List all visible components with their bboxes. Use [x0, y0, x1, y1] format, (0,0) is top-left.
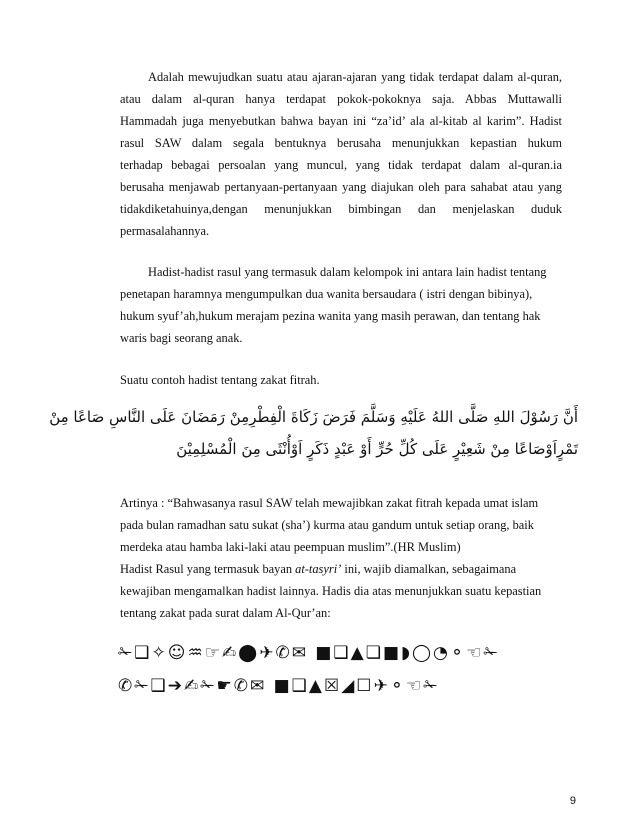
paragraph-line: terhadap bebagai persoalan yang muncul, yang tidak terdapat dalam al-quran.ia	[120, 158, 562, 172]
paragraph-line: Suatu contoh hadist tentang zakat fitrah.	[120, 373, 320, 387]
arabic-hadith-line-2: تَمْرٍاَوْصَاعًا مِنْ شَعِيْرٍ عَلَى كُلِّ حُرٍّ أَوْ عَبْدٍ ذَكَرٍ اَوْأُنْثَى مِنَ الْمُسْلِمِيْنَ	[176, 440, 578, 458]
paragraph-line: berusaha menjawab pertanyaan-pertanyaan yang diajukan oleh para sahabat atau yang	[120, 180, 562, 194]
paragraph-line: Adalah mewujudkan suatu atau ajaran-ajaran yang tidak terdapat dalam al-quran,	[148, 70, 562, 84]
paragraph-line: penetapan haramnya mengumpulkan dua wanita bersaudara ( istri dengan bibinya),	[120, 287, 533, 301]
arabic-hadith-line-1: أَنَّ رَسُوْلَ اللهِ صَلَّى اللهُ عَلَيْهِ وَسَلَّمَ فَرَضَ زَكَاةَ الْفِطْرِمِنْ رَمَضَانَ عَلَى النَّاسِ صَاعًا مِنْ	[49, 408, 578, 426]
paragraph-line: kewajiban mengamalkan hadist lainnya. Hadis dia atas menunjukkan suatu kepastian	[120, 584, 542, 598]
translation-line: merdeka atau hamba laki-laki atau peempuan muslim”.(HR Muslim)	[120, 540, 461, 554]
paragraph-line: hukum syuf’ah,hukum merajam pezina wanita yang masih perawan, dan tentang hak	[120, 309, 541, 323]
paragraph-line: Hadist Rasul yang termasuk bayan at-tasyri’ ini, wajib diamalkan, sebagaimana	[120, 562, 517, 576]
paragraph-examples	[120, 261, 562, 349]
paragraph-line: rasul SAW dalam segala bentuknya berusaha menunjukkan kepastian hukum	[120, 136, 562, 150]
intro-zakat-line	[120, 369, 562, 391]
translation-paragraph	[120, 492, 562, 624]
paragraph-line: Hammadah juga menyebutkan bahwa bayan ini “za’id’ ala al-kitab al karim”. Hadist	[120, 114, 562, 128]
italic-term: at-tasyri’	[295, 562, 342, 576]
paragraph-line: permasalahannya.	[120, 224, 210, 238]
paragraph-line: waris bagi seorang anak.	[120, 331, 243, 345]
page-number: 9	[569, 795, 576, 807]
paragraph-line: tidakdiketahuinya,dengan menunjukkan bimbingan dan menjelaskan duduk	[120, 202, 562, 216]
paragraph-line: atau dalam al-quran hanya terdapat pokok-pokoknya saja. Abbas Muttawalli	[120, 92, 562, 106]
paragraph-line: Hadist-hadist rasul yang termasuk dalam kelompok ini antara lain hadist tentang	[148, 265, 547, 279]
paragraph-line: tentang zakat pada surat dalam Al-Qur’an:	[120, 606, 331, 620]
translation-line: pada bulan ramadhan satu sukat (sha’) kurma atau gandum untuk setiap orang, baik	[120, 518, 534, 532]
quran-verse-glyphs-line-1: ✁❑✧☺♒☞✍⬤✈✆✉ ■❑▲❏■◗◯◔⚬☜✁	[118, 643, 500, 663]
quran-verse-glyphs-line-2: ✆✁❑➔✍✁☛✆✉ ■❑▲☒◢☐✈⚬☜✁	[118, 676, 440, 696]
paragraph-bayan-tasyri	[120, 66, 562, 242]
translation-line: Artinya : “Bahwasanya rasul SAW telah mewajibkan zakat fitrah kepada umat islam	[120, 496, 539, 510]
